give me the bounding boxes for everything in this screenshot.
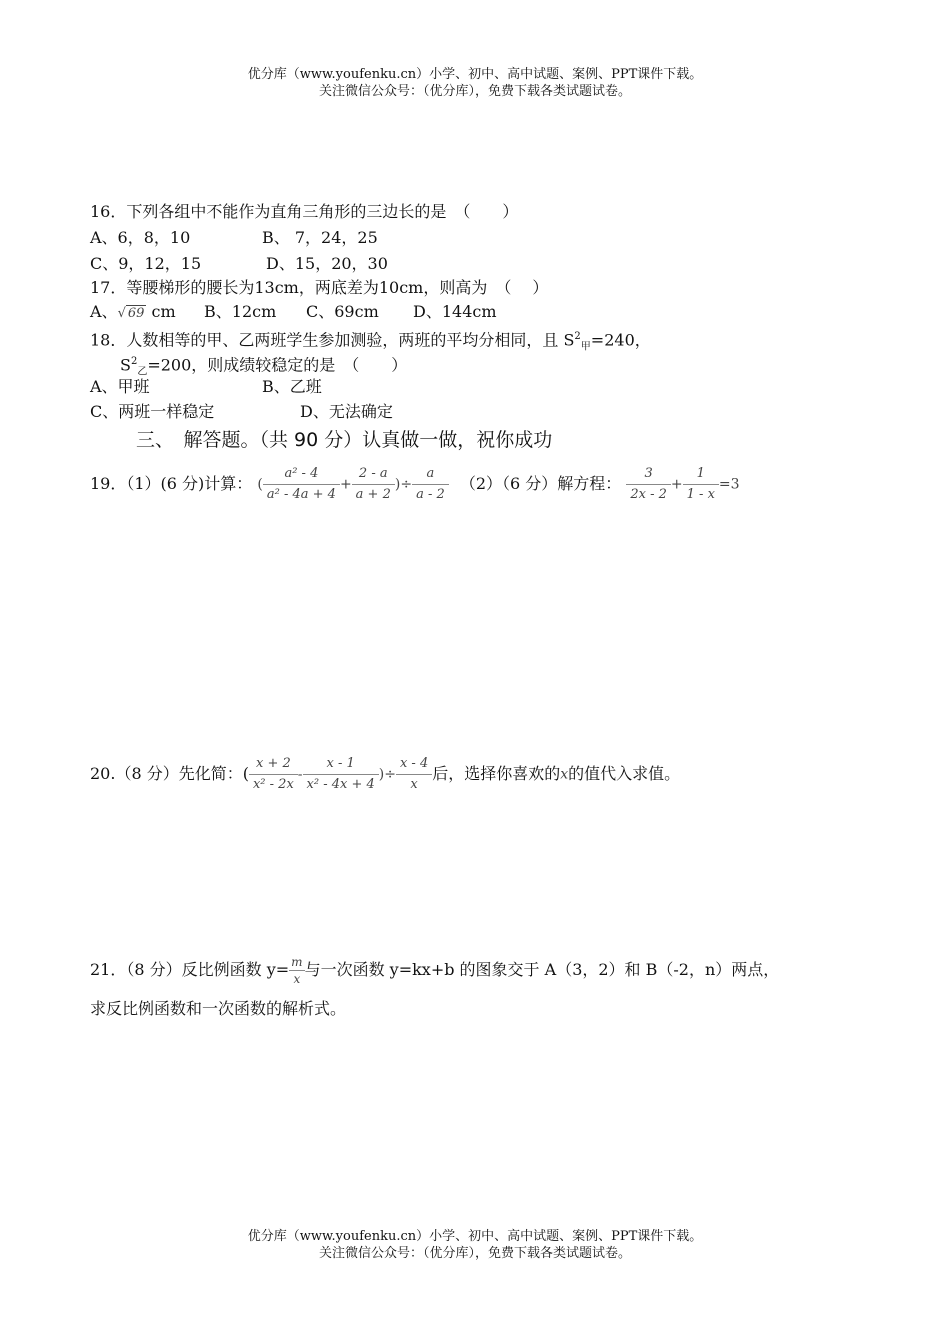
- q19-label: 19．（1）(6 分)计算：: [90, 474, 253, 493]
- page-header: [0, 66, 950, 100]
- q19-f1-numerator: a² - 4: [263, 466, 340, 485]
- q18-sub-2: 乙: [137, 366, 148, 378]
- q19-f3-denominator: a - 2: [416, 487, 445, 502]
- page-footer: [0, 1228, 950, 1262]
- q18-stem-text: 18．人数相等的甲、乙两班学生参加测验，两班的平均分相同，且 S: [90, 330, 575, 350]
- q18-sup-2: 2: [130, 356, 138, 367]
- question-21-line-2: 求反比例函数和一次函数的解析式。: [90, 999, 347, 1018]
- paren-open: (: [257, 476, 263, 493]
- header-line-2: 关注微信公众号：（优分库），免费下载各类试题试卷。: [318, 84, 631, 99]
- q20-f3-numerator: x - 4: [396, 756, 432, 775]
- q18-option-d: D、无法确定: [300, 402, 393, 421]
- q18-stem-line-2-tail: =200，则成绩较稳定的是 （ ）: [147, 355, 408, 375]
- q17-option-b: B、12cm: [204, 302, 277, 321]
- q19-g1-numerator: 3: [626, 466, 671, 485]
- q21-denominator: x: [293, 972, 301, 986]
- q17-option-a-prefix: A、: [90, 302, 118, 321]
- q18-sub-1: 甲: [580, 341, 591, 353]
- q20-f2-numerator: x - 1: [303, 756, 379, 775]
- q21-part-2: 与一次函数 y=kx+b 的图象交于 A（3，2）和 B（-2，n）两点，: [304, 960, 780, 979]
- q20-f1-numerator: x + 2: [249, 756, 298, 775]
- q18-option-c: C、两班一样稳定: [90, 402, 215, 421]
- q20-fraction-1: [249, 756, 298, 793]
- q18-stem-tail: =240，: [590, 330, 651, 350]
- q19-part-2-label: （2）（6 分）解方程：: [459, 474, 622, 493]
- question-21-line-1: [90, 948, 779, 992]
- q17-radicand: 69: [127, 306, 145, 321]
- q20-f3-denominator: x: [410, 777, 418, 792]
- q16-option-b: B、 7，24，25: [262, 228, 378, 247]
- q19-fraction-1: [263, 466, 340, 503]
- q19-g2-numerator: 1: [683, 466, 719, 485]
- q20-f1-denominator: x² - 2x: [252, 777, 294, 792]
- q19-f2-numerator: 2 - a: [352, 466, 395, 485]
- q18-s-symbol: S: [120, 355, 131, 375]
- q18-sup-1: 2: [574, 331, 581, 342]
- q21-numerator: m: [291, 955, 303, 969]
- q20-fraction-2: [303, 756, 379, 793]
- q19-f3-numerator: a: [412, 466, 449, 485]
- q16-option-d: D、15，20，30: [266, 254, 388, 273]
- q19-g2-denominator: 1 - x: [686, 487, 715, 502]
- paren-close: ): [394, 476, 401, 493]
- q19-fraction-2: [352, 466, 395, 503]
- q20-fraction-3: [396, 756, 432, 793]
- q18-option-a: A、甲班: [90, 377, 150, 396]
- q17-option-a-unit: cm: [146, 302, 176, 321]
- q19-eq-fraction-1: [626, 466, 671, 503]
- q19-fraction-3: [412, 466, 449, 503]
- divide-sign: ÷: [400, 476, 413, 493]
- plus-sign: +: [339, 476, 352, 493]
- footer-line-1: 优分库（www.youfenku.cn）小学、初中、高中试题、案例、PPT课件下载。: [247, 1229, 703, 1244]
- question-19: [90, 462, 740, 507]
- section-3-title: 三、 解答题。（共 90 分）认真做一做，祝你成功: [136, 429, 553, 451]
- footer-line-2: 关注微信公众号：（优分库），免费下载各类试题试卷。: [318, 1246, 631, 1261]
- question-17-stem: 17．等腰梯形的腰长为13cm，两底差为10cm，则高为 （ ）: [90, 278, 549, 297]
- paren-close-2: ): [378, 766, 385, 783]
- q21-part-1: 21．（8 分）反比例函数 y=: [90, 960, 290, 979]
- q20-tail-1: 后，选择你喜欢的: [432, 764, 561, 783]
- q20-f2-denominator: x² - 4x + 4: [306, 777, 375, 792]
- question-16-stem: 16．下列各组中不能作为直角三角形的三边长的是 （ ）: [90, 202, 519, 221]
- q21-fraction-m-over-x: [289, 954, 304, 987]
- q19-eq-rhs: =3: [718, 476, 740, 493]
- sqrt-symbol: √ 69: [117, 306, 145, 321]
- q17-option-c: C、69cm: [306, 302, 379, 321]
- header-line-1: 优分库（www.youfenku.cn）小学、初中、高中试题、案例、PPT课件下载。: [247, 67, 703, 82]
- q20-label: 20.（8 分）先化简：(: [90, 764, 249, 783]
- q17-option-a: [90, 301, 176, 325]
- q17-option-d: D、144cm: [413, 302, 497, 321]
- q20-tail-2: 的值代入求值。: [568, 764, 681, 783]
- question-20: [90, 752, 680, 797]
- q19-eq-fraction-2: [683, 466, 719, 503]
- divide-sign-2: ÷: [384, 766, 396, 783]
- q19-g1-denominator: 2x - 2: [630, 487, 667, 502]
- q16-option-c: C、9，12，15: [90, 254, 202, 273]
- q20-variable: x: [560, 766, 569, 783]
- minus-sign: -: [297, 766, 303, 783]
- q19-f2-denominator: a + 2: [355, 487, 391, 502]
- q19-f1-denominator: a² - 4a + 4: [266, 487, 336, 502]
- q18-option-b: B、乙班: [262, 377, 322, 396]
- q16-option-a: A、6，8，10: [90, 228, 191, 247]
- plus-sign-2: +: [670, 476, 683, 493]
